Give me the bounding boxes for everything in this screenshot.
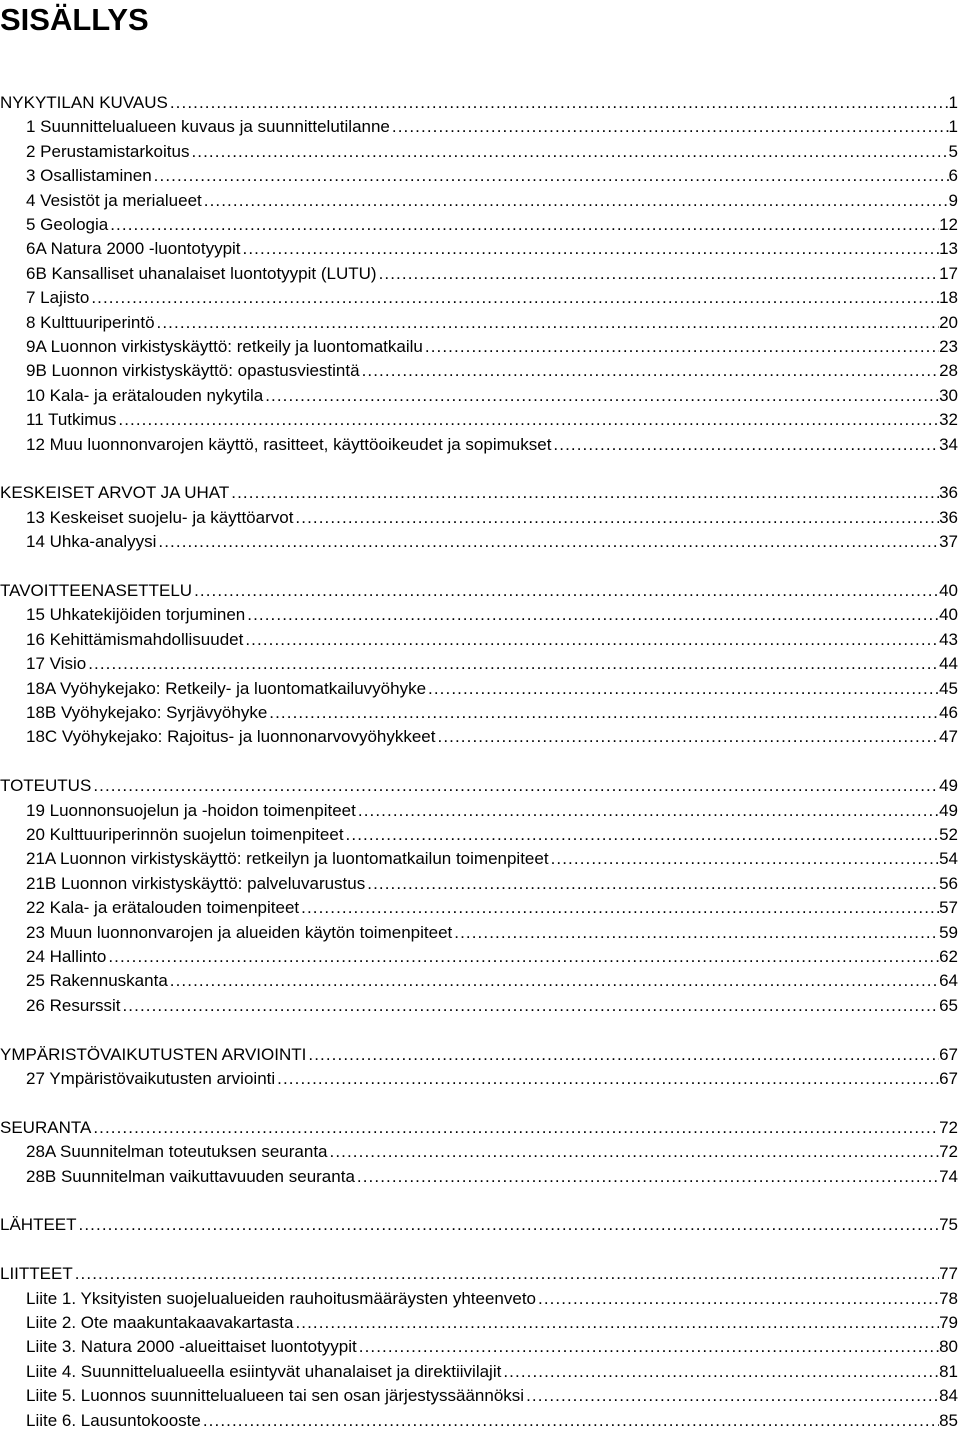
- toc-page-number: 54: [939, 849, 958, 869]
- toc-entry[interactable]: [0, 653, 958, 675]
- toc-dot-leader: [155, 312, 940, 334]
- toc-dot-leader: [168, 970, 939, 992]
- toc-dot-leader: [267, 702, 939, 724]
- toc-entry[interactable]: [0, 922, 958, 944]
- toc-dot-leader: [365, 873, 939, 895]
- toc-entry-label: 9B Luonnon virkistyskäyttö: opastusviestintä: [26, 361, 360, 381]
- toc-page-number: 85: [939, 1410, 958, 1430]
- toc-entry[interactable]: [0, 214, 958, 236]
- toc-dot-leader: [108, 214, 939, 236]
- toc-entry[interactable]: [0, 1141, 958, 1163]
- toc-dot-leader: [106, 946, 939, 968]
- toc-dot-leader: [390, 116, 949, 138]
- toc-entry-label: SEURANTA: [0, 1117, 92, 1137]
- toc-page-number: 20: [939, 312, 958, 332]
- toc-page-number: 18: [939, 288, 958, 308]
- toc-entry[interactable]: [0, 165, 958, 187]
- toc-entry-label: 6A Natura 2000 -luontotyypit: [26, 239, 241, 259]
- toc-entry[interactable]: [0, 726, 958, 748]
- toc-page-number: 34: [939, 434, 958, 454]
- toc-entry-label: 25 Rakennuskanta: [26, 971, 168, 991]
- toc-entry[interactable]: [0, 434, 958, 456]
- toc-dot-leader: [356, 800, 939, 822]
- toc-entry-label: Liite 1. Yksityisten suojelualueiden rauhoitusmääräysten yhteenveto: [26, 1288, 536, 1308]
- toc-entry[interactable]: [0, 970, 958, 992]
- toc-dot-leader: [89, 287, 939, 309]
- toc-section-heading[interactable]: [0, 1214, 958, 1236]
- toc-page-number: 45: [939, 678, 958, 698]
- toc-dot-leader: [328, 1141, 940, 1163]
- toc-entry[interactable]: [0, 287, 958, 309]
- toc-page-number: 77: [939, 1264, 958, 1284]
- toc-dot-leader: [436, 726, 940, 748]
- toc-dot-leader: [91, 775, 939, 797]
- toc-dot-leader: [243, 629, 939, 651]
- toc-page-number: 47: [939, 727, 958, 747]
- toc-entry-label: 14 Uhka-analyysi: [26, 532, 157, 552]
- toc-dot-leader: [551, 434, 939, 456]
- toc-entry[interactable]: [0, 604, 958, 626]
- toc-entry[interactable]: [0, 385, 958, 407]
- toc-dot-leader: [263, 385, 939, 407]
- toc-entry-label: 10 Kala- ja erätalouden nykytila: [26, 385, 264, 405]
- toc-dot-leader: [91, 1117, 939, 1139]
- toc-page-number: 12: [939, 215, 958, 234]
- toc-entry[interactable]: [0, 800, 958, 822]
- toc-entry[interactable]: [0, 336, 958, 358]
- toc-entry-label: 15 Uhkatekijöiden torjuminen: [26, 605, 246, 625]
- toc-entry-label: YMPÄRISTÖVAIKUTUSTEN ARVIOINTI: [0, 1044, 307, 1064]
- toc-entry[interactable]: [0, 1166, 958, 1188]
- toc-entry-label: 28B Suunnitelman vaikuttavuuden seuranta: [26, 1166, 355, 1186]
- toc-section-heading[interactable]: [0, 580, 958, 602]
- toc-dot-leader: [293, 507, 939, 529]
- toc-entry[interactable]: [0, 116, 958, 138]
- toc-page-number: 6: [948, 166, 958, 186]
- toc-entry-label: 2 Perustamistarkoitus: [26, 141, 190, 161]
- toc-entry[interactable]: [0, 531, 958, 553]
- toc-page-number: 65: [939, 995, 958, 1015]
- toc-entry-label: 18A Vyöhykejako: Retkeily- ja luontomatkailuvyöhyke: [26, 678, 427, 698]
- toc-entry-label: 22 Kala- ja erätalouden toimenpiteet: [26, 898, 300, 918]
- toc-dot-leader: [549, 848, 940, 870]
- toc-entry[interactable]: [0, 507, 958, 529]
- toc-dot-leader: [452, 922, 939, 944]
- toc-entry-label: 17 Visio: [26, 654, 87, 674]
- toc-page-number: 49: [939, 776, 958, 796]
- toc-entry[interactable]: [0, 190, 958, 212]
- toc-entry[interactable]: [0, 1336, 958, 1358]
- toc-entry-label: 21B Luonnon virkistyskäyttö: palveluvarustus: [26, 873, 366, 893]
- toc-page-number: 80: [939, 1337, 958, 1357]
- toc-dot-leader: [152, 165, 949, 187]
- toc-entry[interactable]: [0, 409, 958, 431]
- toc-page-number: 17: [939, 263, 958, 283]
- toc-entry-label: Liite 2. Ote maakuntakaavakartasta: [26, 1313, 294, 1332]
- toc-entry-label: 12 Muu luonnonvarojen käyttö, rasitteet, käyttöoikeudet ja sopimukset: [26, 434, 552, 454]
- toc-entry[interactable]: [0, 702, 958, 724]
- page-title: SISÄLLYS: [0, 2, 149, 37]
- toc-entry-label: Liite 3. Natura 2000 -alueittaiset luontotyypit: [26, 1337, 357, 1357]
- toc-dot-leader: [229, 482, 939, 504]
- toc-entry-label: 18C Vyöhykejako: Rajoitus- ja luonnonarvovyöhykkeet: [26, 727, 436, 747]
- toc-entry[interactable]: [0, 263, 958, 285]
- toc-page-number: 67: [939, 1044, 958, 1064]
- toc-page-number: 30: [939, 385, 958, 405]
- toc-entry-label: 19 Luonnonsuojelun ja -hoidon toimenpiteet: [26, 800, 356, 820]
- toc-entry-label: 8 Kulttuuriperintö: [26, 312, 155, 332]
- toc-dot-leader: [73, 1263, 939, 1285]
- toc-dot-leader: [202, 190, 949, 212]
- toc-entry[interactable]: [0, 824, 958, 846]
- toc-entry[interactable]: [0, 1068, 958, 1090]
- toc-entry-label: 4 Vesistöt ja merialueet: [26, 190, 202, 210]
- toc-entry[interactable]: [0, 1288, 958, 1310]
- toc-page-number: 64: [939, 971, 958, 991]
- toc-entry[interactable]: [0, 946, 958, 968]
- toc-entry-label: 1 Suunnittelualueen kuvaus ja suunnittelutilanne: [26, 117, 390, 137]
- toc-dot-leader: [77, 1214, 940, 1236]
- toc-entry[interactable]: [0, 1410, 958, 1432]
- toc-dot-leader: [275, 1068, 939, 1090]
- toc-page-number: 13: [939, 239, 958, 259]
- toc-entry[interactable]: [0, 1385, 958, 1407]
- toc-entry-label: 26 Resurssit: [26, 995, 121, 1015]
- toc-section-heading[interactable]: [0, 1263, 958, 1285]
- toc-page-number: 75: [939, 1215, 958, 1235]
- toc-entry[interactable]: [0, 141, 958, 163]
- toc-dot-leader: [524, 1385, 939, 1407]
- toc-entry-label: 5 Geologia: [26, 215, 109, 234]
- toc-page-number: 49: [939, 800, 958, 820]
- toc-page-number: 23: [939, 337, 958, 356]
- toc-entry[interactable]: [0, 238, 958, 260]
- toc-entry[interactable]: [0, 678, 958, 700]
- toc-entry-label: KESKEISET ARVOT JA UHAT: [0, 483, 230, 503]
- toc-entry[interactable]: [0, 1312, 958, 1334]
- toc-entry-label: Liite 5. Luonnos suunnittelualueen tai sen osan järjestyssäännöksi: [26, 1386, 525, 1406]
- toc-entry-label: 23 Muun luonnonvarojen ja alueiden käytön toimenpiteet: [26, 922, 453, 942]
- toc-dot-leader: [168, 92, 949, 114]
- toc-entry-label: 20 Kulttuuriperinnön suojelun toimenpiteet: [26, 825, 344, 844]
- toc-entry-label: NYKYTILAN KUVAUS: [0, 93, 168, 112]
- toc-dot-leader: [299, 897, 939, 919]
- toc-entry-label: 3 Osallistaminen: [26, 166, 152, 186]
- toc-page-number: 32: [939, 410, 958, 430]
- toc-dot-leader: [306, 1044, 939, 1066]
- toc-entry-label: 7 Lajisto: [26, 288, 90, 308]
- toc-entry-label: 21A Luonnon virkistyskäyttö: retkeilyn ja luontomatkailun toimenpiteet: [26, 849, 549, 869]
- toc-entry-label: 6B Kansalliset uhanalaiset luontotyypit (LUTU): [26, 263, 377, 283]
- toc-section-heading[interactable]: [0, 92, 958, 114]
- toc-dot-leader: [355, 1166, 939, 1188]
- toc-entry-label: 27 Ympäristövaikutusten arviointi: [26, 1069, 276, 1088]
- toc-page-number: 56: [939, 873, 958, 893]
- toc-page-number: 57: [939, 898, 958, 918]
- toc-entry[interactable]: [0, 848, 958, 870]
- toc-page-number: 5: [948, 141, 958, 161]
- toc-page-number: 28: [939, 361, 958, 381]
- toc-page-number: 1: [948, 93, 958, 112]
- toc-page-number: 74: [939, 1166, 958, 1186]
- toc-dot-leader: [293, 1312, 939, 1334]
- toc-entry[interactable]: [0, 873, 958, 895]
- toc-dot-leader: [86, 653, 939, 675]
- toc-entry-label: 11 Tutkimus: [26, 410, 117, 430]
- toc-page-number: 72: [939, 1142, 958, 1162]
- toc-entry-label: 18B Vyöhykejako: Syrjävyöhyke: [26, 703, 268, 722]
- toc-page-number: 52: [939, 825, 958, 844]
- toc-section-heading[interactable]: [0, 482, 958, 504]
- toc-page-number: 40: [939, 605, 958, 625]
- toc-page-number: 44: [939, 654, 958, 674]
- toc-entry-label: 13 Keskeiset suojelu- ja käyttöarvot: [26, 507, 294, 527]
- toc-page-number: 37: [939, 532, 958, 552]
- toc-entry[interactable]: [0, 1361, 958, 1383]
- toc-page-number: 62: [939, 947, 958, 966]
- toc-entry[interactable]: [0, 897, 958, 919]
- toc-dot-leader: [501, 1361, 939, 1383]
- toc-page-number: 36: [939, 507, 958, 527]
- toc-page-number: 9: [948, 190, 958, 210]
- toc-entry-label: Liite 6. Lausuntokooste: [26, 1410, 201, 1430]
- toc-dot-leader: [116, 409, 939, 431]
- toc-entry[interactable]: [0, 995, 958, 1017]
- toc-page-number: 36: [939, 483, 958, 503]
- toc-page-number: 84: [939, 1386, 958, 1406]
- toc-page-number: 46: [939, 703, 958, 722]
- toc-entry-label: LIITTEET: [0, 1264, 73, 1284]
- toc-page-number: 40: [939, 581, 958, 600]
- toc-page-number: 72: [939, 1117, 958, 1137]
- toc-page-number: 81: [939, 1361, 958, 1381]
- toc-page-number: 59: [939, 922, 958, 942]
- toc-section-heading[interactable]: [0, 1117, 958, 1139]
- toc-dot-leader: [189, 141, 948, 163]
- toc-page-number: 67: [939, 1069, 958, 1088]
- toc-entry-label: TAVOITTEENASETTELU: [0, 581, 193, 600]
- toc-dot-leader: [423, 336, 939, 358]
- toc-entry-label: LÄHTEET: [0, 1215, 77, 1235]
- toc-page-number: 79: [939, 1313, 958, 1332]
- toc-section-heading[interactable]: [0, 775, 958, 797]
- toc-section-heading[interactable]: [0, 1044, 958, 1066]
- toc-dot-leader: [344, 824, 940, 846]
- toc-dot-leader: [357, 1336, 939, 1358]
- toc-dot-leader: [245, 604, 939, 626]
- toc-entry-label: 28A Suunnitelman toteutuksen seuranta: [26, 1142, 328, 1162]
- toc-dot-leader: [360, 360, 940, 382]
- toc-page-number: 78: [939, 1288, 958, 1308]
- toc-entry-label: 24 Hallinto: [26, 947, 107, 966]
- toc-dot-leader: [192, 580, 939, 602]
- toc-entry-label: 16 Kehittämismahdollisuudet: [26, 629, 244, 649]
- toc-dot-leader: [536, 1288, 939, 1310]
- toc-dot-leader: [120, 995, 939, 1017]
- toc-page-number: 43: [939, 629, 958, 649]
- toc-dot-leader: [426, 678, 939, 700]
- toc-dot-leader: [201, 1410, 939, 1432]
- toc-entry-label: TOTEUTUS: [0, 776, 92, 796]
- toc-entry-label: 9A Luonnon virkistyskäyttö: retkeily ja luontomatkailu: [26, 337, 423, 356]
- toc-entry[interactable]: [0, 360, 958, 382]
- toc-entry[interactable]: [0, 629, 958, 651]
- toc-entry[interactable]: [0, 312, 958, 334]
- toc-page-number: 1: [948, 117, 958, 137]
- toc-dot-leader: [156, 531, 939, 553]
- toc-entry-label: Liite 4. Suunnittelualueella esiintyvät uhanalaiset ja direktiivilajit: [26, 1361, 502, 1381]
- toc-dot-leader: [241, 238, 940, 260]
- toc-dot-leader: [377, 263, 940, 285]
